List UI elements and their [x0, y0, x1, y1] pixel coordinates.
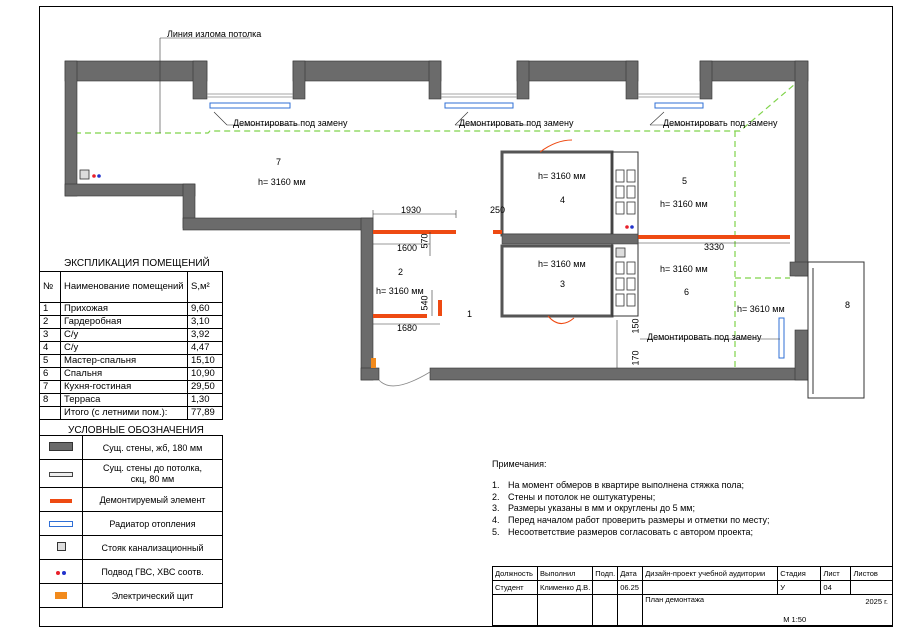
dimension: 3330 — [704, 242, 725, 252]
electrical-panel — [371, 358, 376, 368]
dimension: 150 — [630, 318, 641, 334]
note-item: 5. Несоответствие размеров согласовать с автором проекта; — [492, 526, 754, 537]
room-height: h= 3610 мм — [737, 304, 785, 314]
note-item: 2. Стены и потолок не оштукатурены; — [492, 491, 656, 502]
table-row: 6 Спальня 10,90 — [40, 368, 223, 381]
note-item: 3. Размеры указаны в мм и округлены до 5 мм; — [492, 503, 695, 514]
electrical-panel-icon — [55, 592, 67, 599]
room-number: 3 — [560, 279, 566, 289]
table-row: 2 Гардеробная 3,10 — [40, 316, 223, 329]
room-number: 5 — [682, 176, 688, 186]
dimension: 570 — [419, 233, 430, 249]
notes-title: Примечания: — [492, 459, 547, 469]
sewer-riser-icon — [57, 542, 66, 551]
room-height: h= 3160 мм — [376, 286, 424, 296]
terrace — [808, 262, 864, 398]
dimension: 1600 — [397, 243, 418, 253]
room-height: h= 3160 мм — [660, 264, 708, 274]
demolish-label: Демонтировать под замену — [647, 332, 762, 342]
dimension: 1680 — [397, 323, 418, 333]
scale: М 1:50 — [783, 615, 807, 624]
dimension: 250 — [490, 205, 506, 215]
demolish-label: Демонтировать под замену — [663, 118, 778, 128]
room-height: h= 3160 мм — [538, 171, 586, 181]
col-header: Наименование помещений — [61, 272, 188, 303]
room-number: 7 — [276, 157, 282, 167]
legend-row: Сущ. стены до потолка, скц, 80 мм — [40, 460, 223, 488]
notes-list — [492, 480, 770, 539]
legend-row: Электрический щит — [40, 584, 223, 608]
concrete-wall-icon — [49, 442, 73, 451]
table-row: 5 Мастер-спальня 15,10 — [40, 355, 223, 368]
table-row: Итого (с летними пом.): 77,89 — [40, 407, 223, 420]
dimension: 1930 — [401, 205, 422, 215]
year: 2025 г. — [865, 597, 888, 606]
demolish-label: Демонтировать под замену — [233, 118, 348, 128]
room-height: h= 3160 мм — [258, 177, 306, 187]
col-header: № — [40, 272, 61, 303]
title-block: Должность Выполнил Подп. Дата Дизайн-проект учебной аудитории Стадия Лист Листов Студент Клименко Д.В. 06.25 У 04 План демонтажа 2025 г. М 1:50 — [492, 566, 893, 626]
dimension: 170 — [630, 350, 641, 366]
col-header: S,м² — [188, 272, 223, 303]
table-row: 4 С/у 4,47 — [40, 342, 223, 355]
legend-row: Сущ. стены, жб, 180 мм — [40, 436, 223, 460]
room-number: 8 — [845, 300, 851, 310]
room-height: h= 3160 мм — [538, 259, 586, 269]
table-row: 7 Кухня-гостиная 29,50 — [40, 381, 223, 394]
table-row: 3 С/у 3,92 — [40, 329, 223, 342]
note-item: 1. На момент обмеров в квартире выполнена стяжка пола; — [492, 480, 745, 490]
room-number: 2 — [398, 267, 404, 277]
demolish-element-icon — [50, 499, 72, 503]
legend-row: Демонтируемый элемент — [40, 488, 223, 512]
legend-row: Подвод ГВС, ХВС соотв. — [40, 560, 223, 584]
legend-row: Радиатор отопления — [40, 512, 223, 536]
legend-table — [39, 435, 223, 608]
room-number: 4 — [560, 195, 566, 205]
dimension: 540 — [419, 295, 430, 311]
note-item: 4. Перед началом работ проверить размеры и отметки по месту; — [492, 515, 770, 526]
room-number: 6 — [684, 287, 690, 297]
partition-wall-icon — [49, 472, 73, 477]
explication-title: ЭКСПЛИКАЦИЯ ПОМЕЩЕНИЙ — [64, 258, 210, 269]
ceiling-break-label: Линия излома потолка — [167, 29, 262, 39]
table-row: 1 Прихожая 9,60 — [40, 303, 223, 316]
water-supply-icon — [56, 567, 67, 577]
sheet-title: План демонтажа — [645, 595, 705, 604]
demolish-label: Демонтировать под замену — [459, 118, 574, 128]
legend-title: УСЛОВНЫЕ ОБОЗНАЧЕНИЯ — [68, 425, 204, 436]
room-number: 1 — [467, 309, 473, 319]
explication-table — [39, 271, 223, 420]
legend-row: Стояк канализационный — [40, 536, 223, 560]
room-height: h= 3160 мм — [660, 199, 708, 209]
radiator-icon — [49, 521, 73, 527]
table-row: 8 Терраса 1,30 — [40, 394, 223, 407]
